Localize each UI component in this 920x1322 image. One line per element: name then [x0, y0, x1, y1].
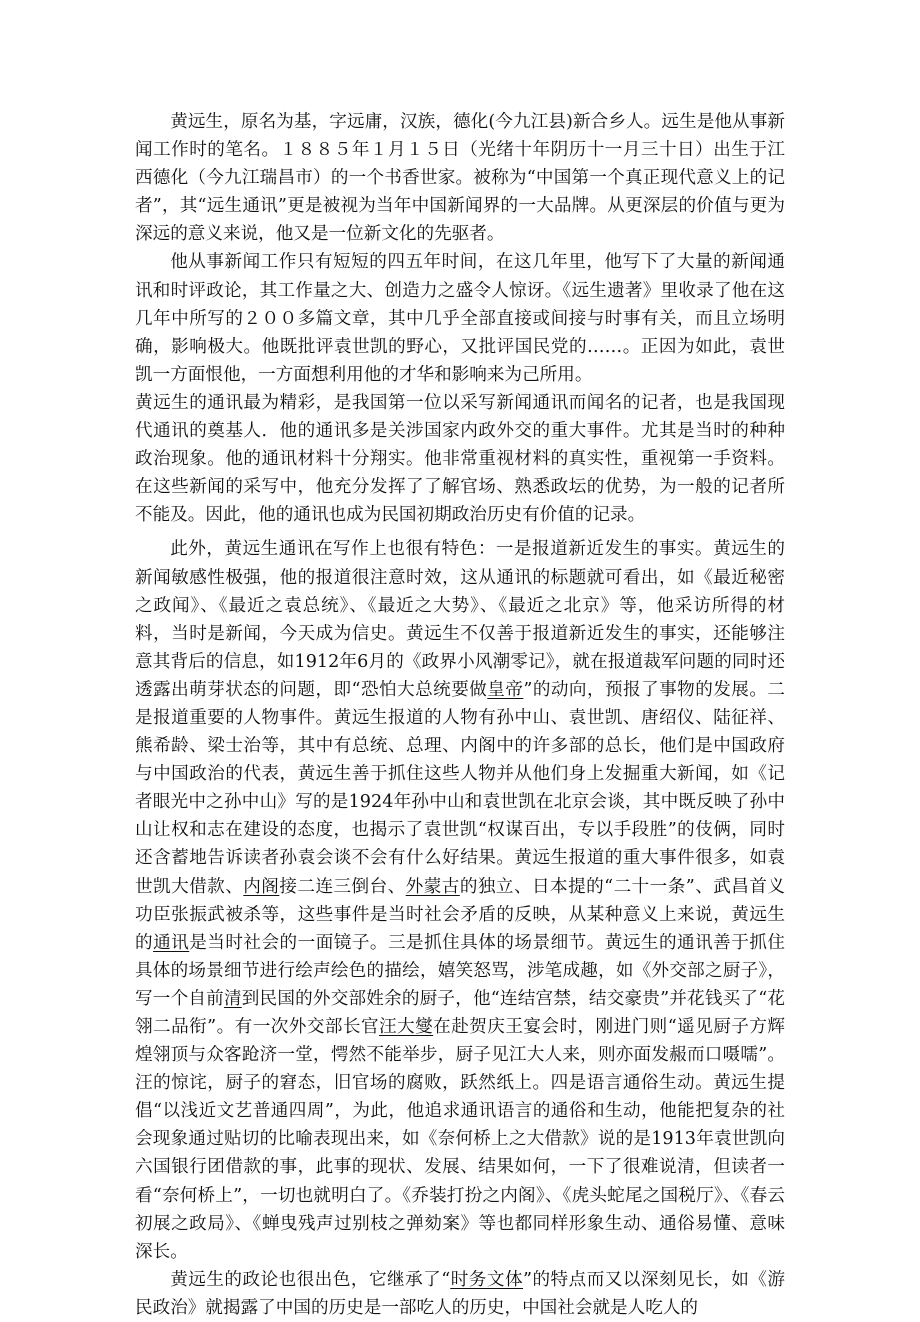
paragraph-reports: [135, 389, 785, 529]
paragraph-text: 他从事新闻工作只有短短的四五年时间，在这几年里，他写下了大量的新闻通讯和时评政论，其工作量之大、创造力之盛令人惊讶。《远生遗著》里收录了他在这几年中所写的２００多篇文章，其中几乎全部直接或间接与时事有关，而且立场明确，影响极大。他既批评袁世凯的野心，又批评国民党的……。正因为如此，袁世凯一方面恨他，一方面想利用他的才华和影响来为己所用。: [135, 252, 785, 385]
link-tongxun[interactable]: 通讯: [153, 932, 190, 953]
paragraph-text: 黄远生的通讯最为精彩，是我国第一位以采写新闻通讯而闻名的记者，也是我国现代通讯的奠基人．他的通讯多是关涉国家内政外交的重大事件。尤其是当时的种种政治现象。他的通讯材料十分翔实。他非常重视材料的真实性，重视第一手资料。在这些新闻的采写中，他充分发挥了了解官场、熟悉政坛的优势，为一般的记者所不能及。因此，他的通讯也成为民国初期政治历史有价值的记录。: [135, 392, 785, 526]
link-shiwuwenti[interactable]: 时务文体: [450, 1269, 524, 1290]
text-run: 的独立、日本提的“二十一条”、武昌首义功臣张振武被杀等，这些事件是当时社会矛盾的反映，从某种意义上来说，黄远生的: [135, 876, 785, 953]
text-run: ”的动向，预报了事物的发展。二是报道重要的人物事件。黄远生报道的人物有孙中山、袁世凯、唐绍仪、陆征祥、熊希龄、梁士治等，其中有总统、总理、内阁中的许多部的总长，他们是中国政府与中国政治的代表，黄远生善于抓住这些人物并从他们身上发掘重大新闻，如《记者眼光中之孙中山》写的是1924年孙中山和袁世凯在北京会谈，其中既反映了孙中山让权和志在建设的态度，也揭示了袁世凯“权谋百出，专以手段胜”的伎俩，同时还含蓄地告诉读者孙袁会谈不会有什么好结果。黄远生报道的重大事件很多，如袁世凯大借款、: [135, 679, 785, 897]
text-run: 黄远生的政论也很出色，它继承了“: [170, 1269, 451, 1290]
paragraph-commentary: [135, 1266, 785, 1322]
text-run: 是当时社会的一面镜子。三是抓住具体的场景细节。黄远生的通讯善于抓住具体的场景细节进行绘声绘色的描绘，嬉笑怒骂，涉笔成趣，如《外交部之厨子》，写一个自前: [135, 932, 785, 1009]
document-page: [135, 108, 785, 1322]
text-run: ”的特点而又以深刻见长，如《游民政治》就揭露了中国的历史是一部吃人的历史，中国社会就是人吃人的: [135, 1269, 785, 1318]
link-waimenggu[interactable]: 外蒙古: [405, 876, 460, 897]
link-huangdi[interactable]: 皇帝: [487, 679, 524, 700]
paragraph-career: [135, 248, 785, 388]
text-run: 在赴贺庆王宴会时，刚进门则“遥见厨子方辉煌翎顶与众客跄济一堂，愕然不能举步，厨子见江大人来，则亦面发赧而口嗫嚅”。汪的惊诧，厨子的窘态，旧官场的腐败，跃然纸上。四是语言通俗生动。黄远生提倡“以浅近文艺普通四周”，为此，他追求通讯语言的通俗和生动，他能把复杂的社会现象通过贴切的比喻表现出来，如《奈何桥上之大借款》说的是1913年袁世凯向六国银行团借款的事，此事的现状、发展、结果如何，一下了很难说清，但读者一看“奈何桥上”，一切也就明白了。《乔装打扮之内阁》、《虎头蛇尾之国税厅》、《春云初展之政局》、《蝉曳残声过别枝之弹劾案》等也都同样形象生动、通俗易懂、意味深长。: [135, 1017, 785, 1262]
text-run: 接二连三倒台、: [279, 876, 406, 897]
link-wangdaxie[interactable]: 汪大燮: [379, 1017, 434, 1037]
link-qing[interactable]: 清: [223, 988, 242, 1009]
text-run: 此外，黄远生通讯在写作上也很有特色：一是报道新近发生的事实。黄远生的新闻敏感性极强，他的报道很注意时效，这从通讯的标题就可看出，如《最近秘密之政闻》、《最近之袁总统》、《最近之大势》、《最近之北京》等，他采访所得的材料，当时是新闻，今天成为信史。黄远生不仅善于报道新近发生的事实，还能够注意其背后的信息，如1912年6月的《政界小风潮零记》，就在报道裁军问题的同时还透露出萌芽状态的问题，即“恐怕大总统要做: [135, 539, 785, 700]
paragraph-intro: [135, 108, 785, 248]
link-neige[interactable]: 内阁: [243, 876, 280, 897]
paragraph-features: [135, 535, 785, 1265]
paragraph-text: 黄远生，原名为基，字远庸，汉族，德化(今九江县)新合乡人。远生是他从事新闻工作时的笔名。１８８５年１月１５日（光绪十年阴历十一月三十日）出生于江西德化（今九江瑞昌市）的一个书香世家。被称为“中国第一个真正现代意义上的记者”，其“远生通讯”更是被视为当年中国新闻界的一大品牌。从更深层的价值与更为深远的意义来说，他又是一位新文化的先驱者。: [135, 112, 785, 245]
text-run: 到民国的外交部姓余的厨子，他“连结宫禁，结交豪贵”并花钱买了“花翎二品衔”。有一次外交部长官: [135, 988, 785, 1037]
